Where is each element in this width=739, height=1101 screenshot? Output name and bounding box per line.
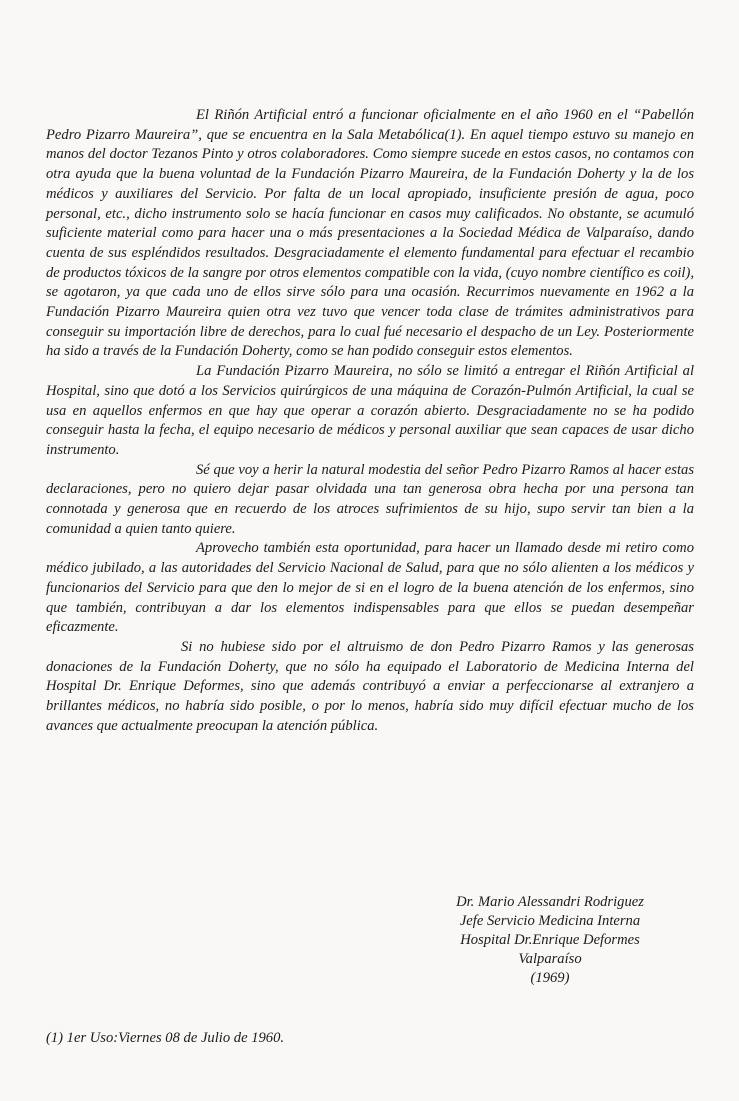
signature-block	[400, 893, 700, 988]
paragraph-1: El Riñón Artificial entró a funcionar oficialmente en el año 1960 en el “Pabellón Pedro Pizarro Maureira”, que se encuentra en la Sala Metabólica(1). En aquel tiempo estuvo su manejo en manos del doctor Tezanos Pinto y otros colaboradores. Como siempre sucede en estos casos, no contamos con otra ayuda que la buena voluntad de la Fundación Pizarro Maureira, de la Fundación Doherty y la de los médicos y auxiliares del Servicio. Por falta de un local apropiado, insuficiente presión de agua, poco personal, etc., dicho instrumento solo se hacía funcionar en casos muy calificados. No obstante, se acumuló suficiente material como para hacer una o más presentaciones a la Sociedad Médica de Valparaíso, dando cuenta de sus espléndidos resultados. Desgraciadamente el elemento fundamental para efectuar el recambio de productos tóxicos de la sangre por otros elementos compatible con la vida, (cuyo nombre científico es coil), se agotaron, ya que cada uno de ellos sirve sólo para una ocasión. Recurrimos nuevamente en 1962 a la Fundación Pizarro Maureira quien otra vez tuvo que vencer toda clase de trámites administrativos para conseguir su importación libre de derechos, para lo cual fué necesario el despacho de un Ley. Posteriormente ha sido a través de la Fundación Doherty, como se han podido conseguir estos elementos.	[46, 107, 694, 360]
signature-name: Dr. Mario Alessandri Rodriguez	[456, 894, 644, 910]
footnote: (1) 1er Uso:Viernes 08 de Julio de 1960.	[46, 1030, 285, 1046]
letter-body	[46, 106, 694, 737]
paragraph-2: La Fundación Pizarro Maureira, no sólo se limitó a entregar el Riñón Artificial al Hospital, sino que dotó a los Servicios quirúrgicos de una máquina de Corazón-Pulmón Artificial, la cual se usa en aquellos enfermos en que hay que operar a corazón abierto. Desgraciadamente no se ha podido conseguir hasta la fecha, el equipo necesario de médicos y personal auxiliar que sean capaces de usar dicho instrumento.	[46, 363, 694, 458]
signature-title: Jefe Servicio Medicina Interna	[459, 913, 641, 929]
signature-hospital: Hospital Dr.Enrique Deformes	[460, 932, 640, 948]
paragraph-3: Sé que voy a herir la natural modestia del señor Pedro Pizarro Ramos al hacer estas declaraciones, pero no quiero dejar pasar olvidada una tan generosa obra hecha por una persona tan connotada y generosa que en recuerdo de los atroces sufrimientos de su hijo, supo servir tan bien a la comunidad a quien tanto quiere.	[46, 461, 694, 537]
paragraph-5: Si no hubiese sido por el altruismo de don Pedro Pizarro Ramos y las generosas donaciones de la Fundación Doherty, que no sólo ha equipado el Laboratorio de Medicina Interna del Hospital Dr. Enrique Deformes, sino que además contribuyó a enviar a perfeccionarse al extranjero a brillantes médicos, no habría sido posible, o por lo menos, habría sido muy difícil efectuar mucho de los avances que actualmente preocupan la atención pública.	[46, 638, 694, 734]
signature-year: (1969)	[530, 970, 570, 986]
signature-city: Valparaíso	[518, 951, 582, 967]
paragraph-4: Aprovecho también esta oportunidad, para hacer un llamado desde mi retiro como médico jubilado, a las autoridades del Servicio Nacional de Salud, para que no sólo alienten a los médicos y funcionarios del Servicio para que den lo mejor de si en el logro de la buena atención de los enfermos, sino que también, contribuyan a dar los elementos indispensables para que ellos se puedan desempeñar eficazmente.	[46, 540, 694, 636]
